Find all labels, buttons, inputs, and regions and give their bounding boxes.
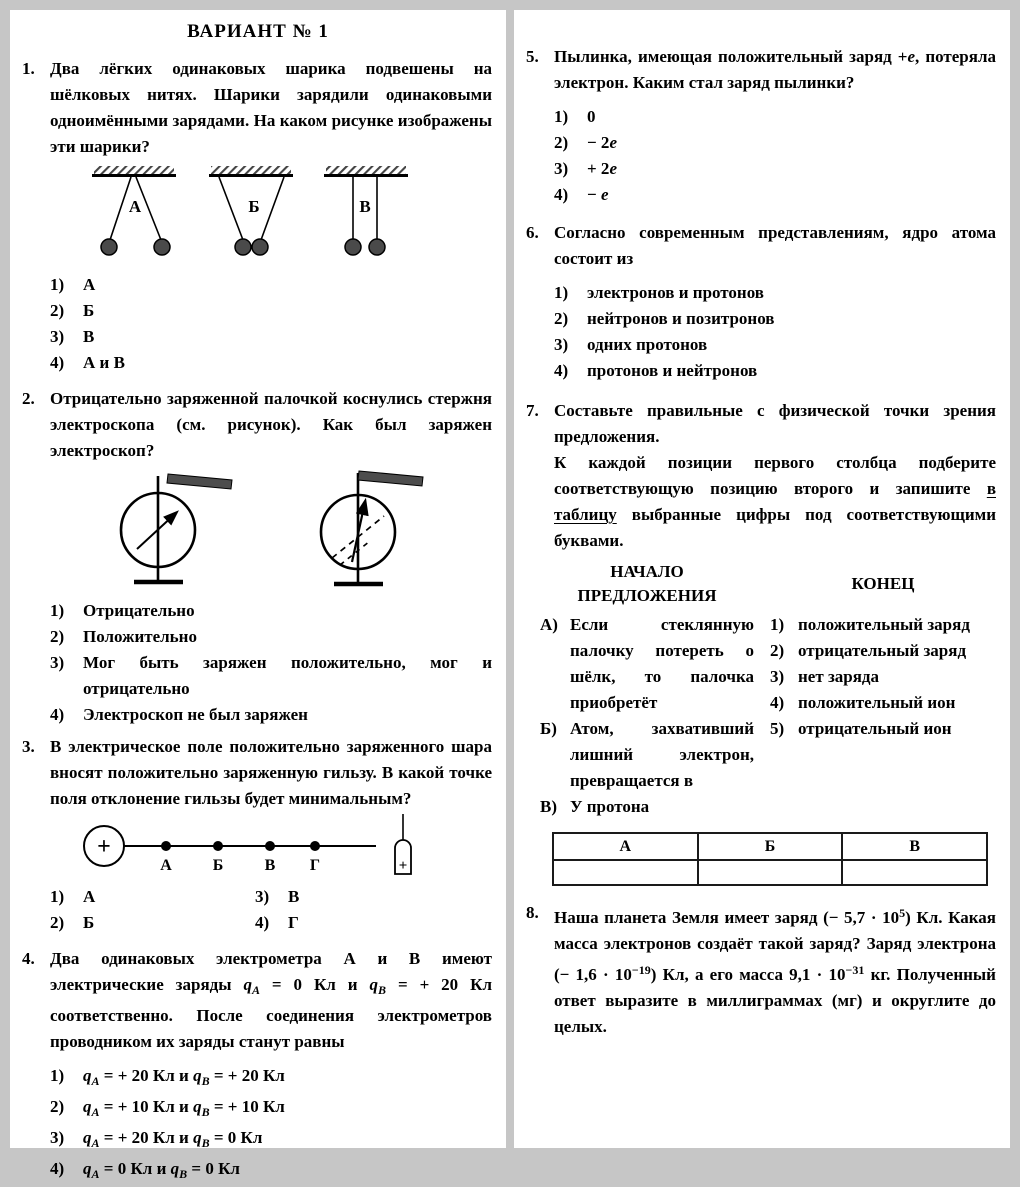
answer-table-header-a: А <box>553 833 698 860</box>
option-row <box>50 910 255 936</box>
option-row <box>50 598 492 624</box>
match-choice: 2) отрицательный заряд <box>770 641 967 660</box>
question-6-text: Согласно современным представлениям, ядро атома состоит из <box>554 223 996 268</box>
option-row <box>554 306 996 332</box>
match-item-b: Б) Атом, захвативший лишний электрон, превращается в <box>540 719 754 790</box>
option-row <box>50 702 492 728</box>
option-number: 4) <box>554 361 569 380</box>
sleeve-plus-sign: + <box>398 858 408 874</box>
question-2-number: 2. <box>22 389 35 408</box>
option-text: Мог быть заряжен положительно, мог и отрицательно <box>83 653 492 698</box>
option-number: 4) <box>554 185 569 204</box>
option-row <box>50 272 492 298</box>
match-choice: 1) положительный заряд <box>770 615 970 634</box>
matching-block <box>540 560 996 820</box>
charged-sphere <box>84 826 124 866</box>
point-label-a: А <box>160 857 172 874</box>
foil-sleeve <box>395 814 411 874</box>
option-text: Б <box>83 301 95 320</box>
point-label-g: Г <box>309 857 321 874</box>
match-left-column <box>540 560 754 820</box>
answer-cell-v <box>842 860 987 885</box>
option-number: 1) <box>554 283 569 302</box>
match-choice: 3) нет заряда <box>770 667 880 686</box>
option-number: 3) <box>50 653 65 672</box>
left-column-header: НАЧАЛО ПРЕДЛОЖЕНИЯ <box>577 562 717 605</box>
option-text: Отрицательно <box>83 601 195 620</box>
option-number: 4) <box>50 1159 65 1178</box>
question-8-number: 8. <box>526 903 539 922</box>
option-number: 3) <box>50 1128 65 1147</box>
question-5 <box>514 44 1010 208</box>
figure-suspended-balls <box>74 166 514 262</box>
option-row <box>554 332 996 358</box>
option-number: 3) <box>554 159 569 178</box>
option-row: 1) $q_A$ = + 20 Кл и $q_B$ = + 20 Кл <box>50 1063 492 1094</box>
question-7-text: Составьте правильные с физической точки зрения предложения. <box>554 401 996 446</box>
option-number: 1) <box>50 887 65 906</box>
pendulum-v-label: В <box>359 197 371 216</box>
question-1-text: Два лёгких одинаковых шарика подвешены на шёлковых нитях. Шарики зарядили одинаковыми одноимёнными зарядами. На каком рисунке изображены эти шарики? <box>50 59 492 156</box>
option-row <box>554 280 996 306</box>
option-row <box>50 624 492 650</box>
option-row <box>50 298 492 324</box>
option-text: Б <box>83 913 95 932</box>
option-number: 2) <box>50 301 65 320</box>
sphere-plus-sign: + <box>97 834 111 860</box>
pendulum-v <box>324 166 408 255</box>
option-row: 3) $q_A$ = + 20 Кл и $q_B = 0$ Кл <box>50 1125 492 1156</box>
variant-title: ВАРИАНТ № 1 <box>187 21 329 42</box>
question-2-text: Отрицательно заряженной палочкой коснулись стержня электроскопа (см. рисунок). Как был заряжен электроскоп? <box>50 389 492 460</box>
option-row: 2) $q_A$ = + 10 Кл и $q_B$ = + 10 Кл <box>50 1094 492 1125</box>
option-number: 1) <box>50 275 65 294</box>
match-right-column <box>770 560 996 820</box>
option-text: А и В <box>83 353 125 372</box>
option-text: Г <box>288 913 299 932</box>
pendulum-a-label: А <box>128 197 142 216</box>
question-2 <box>10 386 506 728</box>
option-number: 2) <box>50 913 65 932</box>
electroscope-right <box>321 471 423 584</box>
option-text: одних протонов <box>587 335 708 354</box>
figure-charged-sphere-points <box>46 814 486 878</box>
option-number: 3) <box>554 335 569 354</box>
question-6-number: 6. <box>526 223 539 242</box>
point-label-b: Б <box>212 857 224 874</box>
option-text: электронов и протонов <box>587 283 764 302</box>
option-text: В <box>288 887 300 906</box>
pendulum-b <box>209 166 293 255</box>
exam-sheet-left <box>10 10 506 1181</box>
pendulum-a <box>92 166 176 255</box>
question-3-text: В электрическое поле положительно заряженного шара вносят положительно заряженную гильзу. В какой точке поля отклонение гильзы будет минимальным? <box>50 737 492 808</box>
option-number: 3) <box>50 327 65 346</box>
option-row: 3) + 2e <box>554 156 996 182</box>
option-row: 2) − 2e <box>554 130 996 156</box>
option-text: В <box>83 327 95 346</box>
underlined-phrase: в таблицу <box>554 479 996 524</box>
option-row <box>50 350 492 376</box>
pendulum-b-label: Б <box>248 197 260 216</box>
option-text: протонов и нейтронов <box>587 361 758 380</box>
option-row: 4) $q_A = 0$ Кл и $q_B = 0$ Кл <box>50 1156 492 1187</box>
answer-table-header-v: В <box>842 833 987 860</box>
exam-sheet-right <box>514 10 1010 1148</box>
match-item-v: В) У протона <box>540 797 650 816</box>
question-4-text: Два одинаковых электрометра А и В имеют электрические заряды $q_A = 0$ Кл и $q_B$ = + 20 Кл соответственно. После соединения электрометров проводником их заряды станут равны <box>50 949 492 1051</box>
point-label-v: В <box>264 857 276 874</box>
option-row <box>255 884 455 910</box>
answer-cell-b <box>698 860 843 885</box>
option-number: 2) <box>50 1097 65 1116</box>
option-number: 2) <box>554 133 569 152</box>
option-row <box>255 910 455 936</box>
option-row: 1) 0 <box>554 104 996 130</box>
question-4-number: 4. <box>22 949 35 968</box>
question-3-number: 3. <box>22 737 35 756</box>
question-7-number: 7. <box>526 401 539 420</box>
right-column-header: КОНЕЦ <box>851 574 915 593</box>
option-number: 3) <box>255 887 270 906</box>
match-item-a: А) Если стеклянную палочку потереть о шёлк, то палочка приобретёт <box>540 615 754 712</box>
question-7-instruction: К каждой позиции первого столбца подберите соответствующую позицию второго и запишите в таблицу выбранные цифры под соответствующими буквами. <box>554 453 996 550</box>
question-8-text: Наша планета Земля имеет заряд (− $5,7 \cdot 10^5$) Кл. Какая масса электронов создаёт такой заряд? Заряд электрона (− $1,6 \cdot 10^{-19}$) Кл, а его масса $9,1 \cdot 10^{-31}$ кг. Полученный ответ выразите в миллиграммах (мг) и округлите до целых. <box>554 906 996 1036</box>
option-number: 2) <box>554 309 569 328</box>
question-8 <box>514 900 1010 1040</box>
option-text: А <box>83 887 96 906</box>
question-1-number: 1. <box>22 59 35 78</box>
option-row <box>554 358 996 384</box>
match-choice: 4) положительный ион <box>770 693 956 712</box>
answer-table-header-b: Б <box>698 833 843 860</box>
question-7 <box>514 398 1010 886</box>
option-number: 4) <box>255 913 270 932</box>
option-row <box>50 884 255 910</box>
question-3 <box>10 734 506 936</box>
answer-cell-a <box>553 860 698 885</box>
option-row <box>50 324 492 350</box>
answer-table <box>552 832 988 886</box>
option-number: 1) <box>50 1066 65 1085</box>
option-number: 1) <box>50 601 65 620</box>
question-5-number: 5. <box>526 47 539 66</box>
option-text: А <box>83 275 96 294</box>
figure-electroscopes <box>66 468 506 592</box>
option-number: 4) <box>50 705 65 724</box>
option-number: 1) <box>554 107 569 126</box>
question-6 <box>514 220 1010 384</box>
option-text: нейтронов и позитронов <box>587 309 775 328</box>
question-1 <box>10 56 506 376</box>
question-4 <box>10 946 506 1187</box>
option-number: 2) <box>50 627 65 646</box>
option-number: 4) <box>50 353 65 372</box>
option-row <box>50 650 492 702</box>
match-choice: 5) отрицательный ион <box>770 719 952 738</box>
electroscope-left <box>121 474 232 582</box>
option-text: Электроскоп не был заряжен <box>83 705 308 724</box>
question-5-text: Пылинка, имеющая положительный заряд +e, потеряла электрон. Каким стал заряд пылинки? <box>554 47 996 92</box>
option-text: Положительно <box>83 627 197 646</box>
option-row: 4) − e <box>554 182 996 208</box>
